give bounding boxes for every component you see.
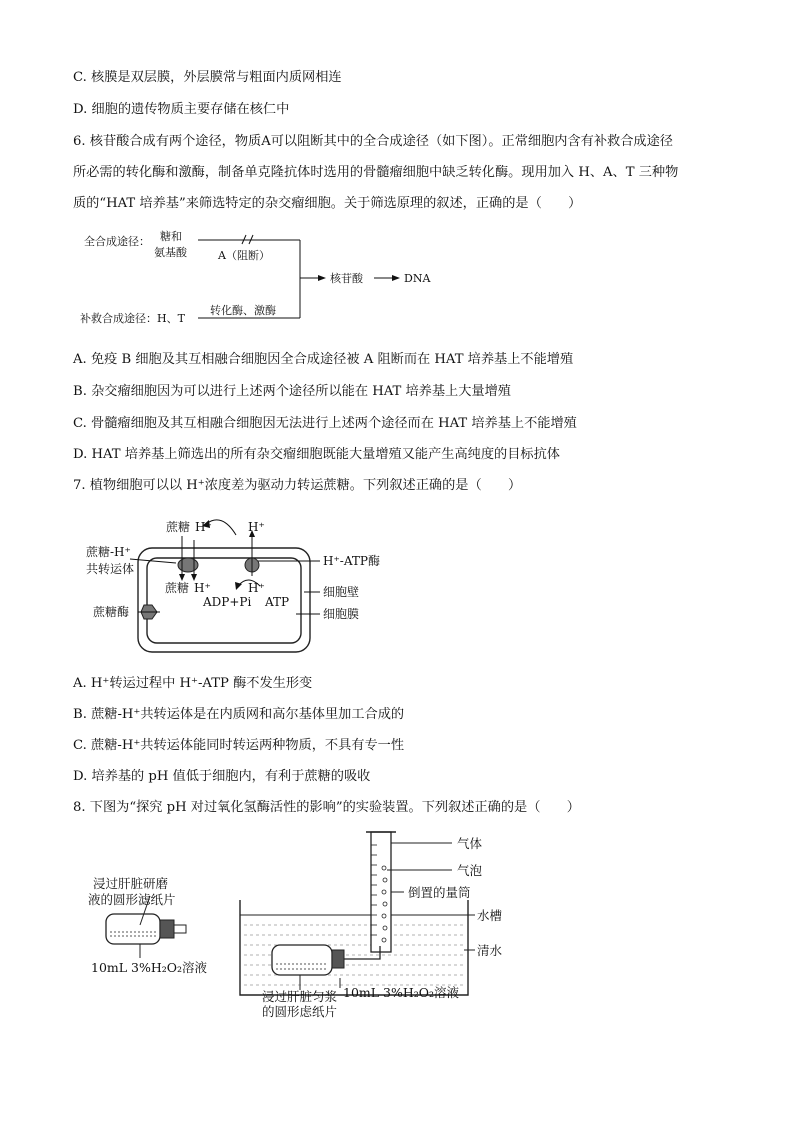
full-synthesis-label: 全合成途径： (84, 235, 150, 248)
left-filter-label-2: 液的圆形滤纸片 (88, 892, 176, 907)
sucrose-top-label: 蔗糖 (166, 520, 191, 534)
amino-acid-label: 氨基酸 (154, 246, 187, 259)
h-inside-label-1: H⁺ (194, 581, 211, 595)
bottom-filter-label-2: 的圆形虑纸片 (262, 1004, 338, 1019)
sugar-label: 糖和 (160, 230, 182, 243)
atpase-label: H⁺-ATP酶 (323, 554, 380, 568)
q7-option-d: D. 培养基的 pH 值低于细胞内，有利于蔗糖的吸收 (73, 769, 371, 784)
h-inside-label-2: H⁺ (248, 581, 265, 595)
cotransporter-label-1: 蔗糖-H⁺ (86, 545, 131, 559)
cotransporter-label-2: 共转运体 (86, 562, 135, 576)
sucrose-inside-label: 蔗糖 (165, 581, 190, 595)
q7-option-b: B. 蔗糖-H⁺共转运体是在内质网和高尔基体里加工合成的 (73, 707, 405, 722)
left-filter-label-1: 浸过肝脏研磨 (93, 876, 169, 891)
adp-pi-label: ADP+Pi (203, 595, 252, 609)
h-top-label-1: H⁺ (195, 520, 212, 534)
q6-option-c: C. 骨髓瘤细胞及其互相融合细胞因无法进行上述两个途径而在 HAT 培养基上不能增殖 (73, 416, 577, 431)
q7-stem: 7. 植物细胞可以以 H⁺浓度差为驱动力转运蔗糖。下列叙述正确的是（ ） (73, 478, 522, 493)
q7-option-a: A. H⁺转运过程中 H⁺-ATP 酶不发生形变 (73, 676, 313, 691)
sucrase-label: 蔗糖酶 (93, 605, 130, 619)
nucleotide-label: 核苷酸 (330, 272, 363, 285)
q6-option-a: A. 免疫 B 细胞及其互相融合细胞因全合成途径被 A 阻断而在 HAT 培养基上不能增殖 (73, 352, 574, 367)
bottom-filter-label-1: 浸过肝脏匀浆 (262, 989, 338, 1004)
bubble-label: 气泡 (457, 863, 483, 878)
q6-stem-line2: 所必需的转化酶和激酶，制备单克隆抗体时选用的骨髓瘤细胞中缺乏转化酶。现用加入 H、A、T 三种物 (73, 165, 679, 180)
salvage-label: 补救合成途径：H、T (80, 312, 185, 325)
cell-wall-label: 细胞壁 (323, 585, 360, 599)
q7-option-c: C. 蔗糖-H⁺共转运体能同时转运两种物质，不具有专一性 (73, 738, 405, 753)
h-top-label-2: H⁺ (248, 520, 265, 534)
q6-option-d: D. HAT 培养基上筛选出的所有杂交瘤细胞既能大量增殖又能产生高纯度的目标抗体 (73, 447, 560, 462)
cell-membrane-label: 细胞膜 (323, 607, 360, 621)
atp-label: ATP (265, 595, 290, 609)
q6-stem-line3: 质的“HAT 培养基”来筛选特定的杂交瘤细胞。关于筛选原理的叙述，正确的是（ ） (73, 196, 582, 211)
cylinder-label: 倒置的量筒 (408, 885, 471, 900)
q8-stem: 8. 下图为“探究 pH 对过氧化氢酶活性的影响”的实验装置。下列叙述正确的是（ ） (73, 800, 580, 815)
dna-label: DNA (404, 272, 431, 285)
enzymes-label: 转化酶、激酶 (210, 304, 276, 317)
tank-label: 水槽 (477, 908, 503, 923)
q6-option-b: B. 杂交瘤细胞因为可以进行上述两个途径所以能在 HAT 培养基上大量增殖 (73, 384, 511, 399)
left-solution-label: 10mL 3%H₂O₂溶液 (91, 960, 208, 975)
water-label: 清水 (477, 943, 503, 958)
right-solution-label: 10mL 3%H₂O₂溶液 (343, 985, 460, 1000)
q5-option-d: D. 细胞的遗传物质主要存储在核仁中 (73, 102, 290, 117)
block-label: A（阻断） (218, 249, 270, 262)
q5-option-c: C. 核膜是双层膜，外层膜常与粗面内质网相连 (73, 70, 342, 85)
gas-label: 气体 (457, 836, 483, 851)
q6-stem-line1: 6. 核苷酸合成有两个途径，物质A可以阻断其中的全合成途径（如下图）。正常细胞内含有补救合成途径 (73, 134, 673, 149)
